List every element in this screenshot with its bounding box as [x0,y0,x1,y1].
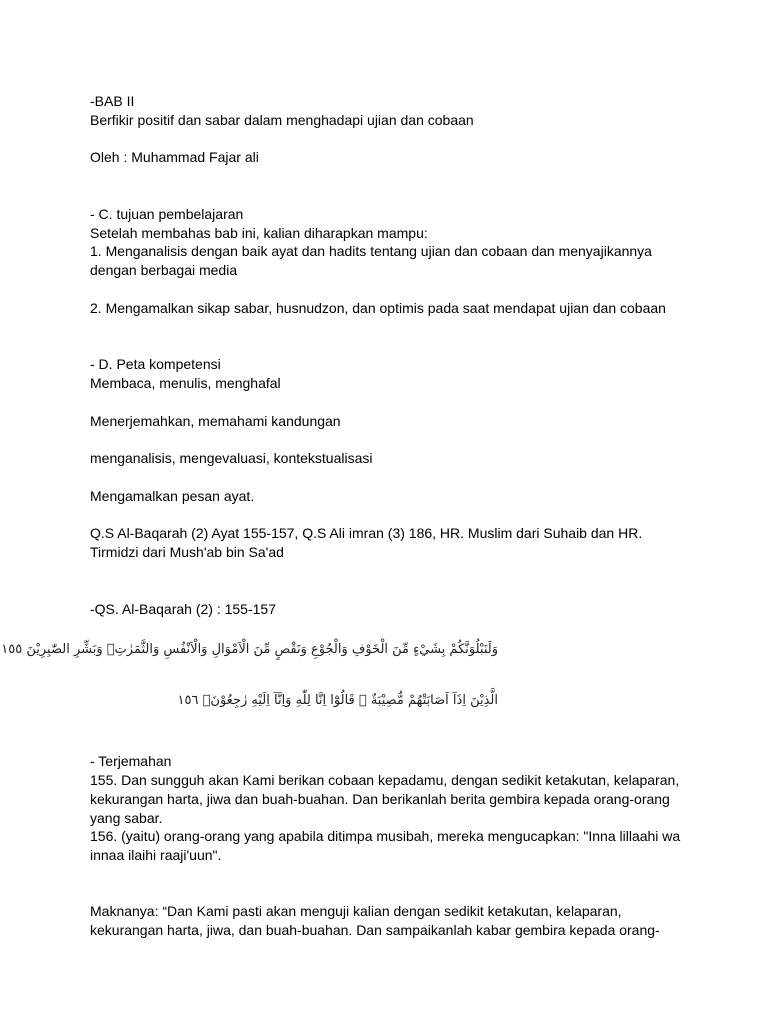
translation-verse-156: 156. (yaitu) orang-orang yang apabila ditimpa musibah, mereka mengucapkan: "Inna lillaahi wa innaa ilaihi raaji'uun". [90,828,681,864]
arabic-verse-155: وَلَنَبْلُوَنَّكُمْ بِشَيْءٍ مِّنَ الْخَوْفِ وَالْجُوْعِ وَنَقْصٍ مِّنَ الْاَمْوَالِ وَالْاَنْفُسِ وَالثَّمَرٰتِۗ وَبَشِّرِ الصّٰبِرِيْنَ ١٥٥ [1,642,498,658]
competency-line-4: Mengamalkan pesan ayat. [90,487,255,504]
section-d-heading: - D. Peta kompetensi [90,356,221,373]
objective-item-1: 1. Menganalisis dengan baik ayat dan hadits tentang ujian dan cobaan dan menyajikannya dengan berbagai media [90,243,652,279]
meaning-paragraph: Maknanya: “Dan Kami pasti akan menguji kalian dengan sedikit ketakutan, kelaparan, kekurangan harta, jiwa, dan buah-buahan. Dan sampaikanlah kabar gembira kepada orang- [90,903,660,939]
qs-heading: -QS. Al-Baqarah (2) : 155-157 [90,600,276,617]
section-c-heading: - C. tujuan pembelajaran [90,205,244,222]
references-text: Q.S Al-Baqarah (2) Ayat 155-157, Q.S Ali imran (3) 186, HR. Muslim dari Suhaib dan HR. Tirmidzi dari Mush'ab bin Sa'ad [90,525,643,561]
arabic-verse-156: الَّذِيْنَ اِذَآ اَصَابَتْهُمْ مُّصِيْبَةٌ ۗ قَالُوْٓا اِنَّا لِلّٰهِ وَاِنَّآ اِلَيْهِ رٰجِعُوْنَۗ ١٥٦ [177,693,498,709]
document-body [1,92,690,940]
arabic-verses [1,631,690,720]
competency-line-1: Membaca, menulis, menghafal [90,374,281,391]
objective-item-2: 2. Mengamalkan sikap sabar, husnudzon, dan optimis pada saat mendapat ujian dan cobaan [90,299,666,316]
section-c-intro: Setelah membahas bab ini, kalian diharapkan mampu: [90,224,428,241]
translation-verse-155: 155. Dan sungguh akan Kami berikan cobaan kepadamu, dengan sedikit ketakutan, kelaparan, kekurangan harta, jiwa dan buah-buahan. Dan berikanlah berita gembira kepada orang-orang yang sabar. [90,771,680,826]
competency-line-2: Menerjemahkan, memahami kandungan [90,412,341,429]
author-line: Oleh : Muhammad Fajar ali [90,149,259,166]
chapter-title: Berfikir positif dan sabar dalam menghadapi ujian dan cobaan [90,111,474,128]
translation-heading: - Terjemahan [90,753,172,770]
competency-line-3: menganalisis, mengevaluasi, kontekstualisasi [90,450,373,467]
chapter-label: -BAB II [90,93,135,109]
